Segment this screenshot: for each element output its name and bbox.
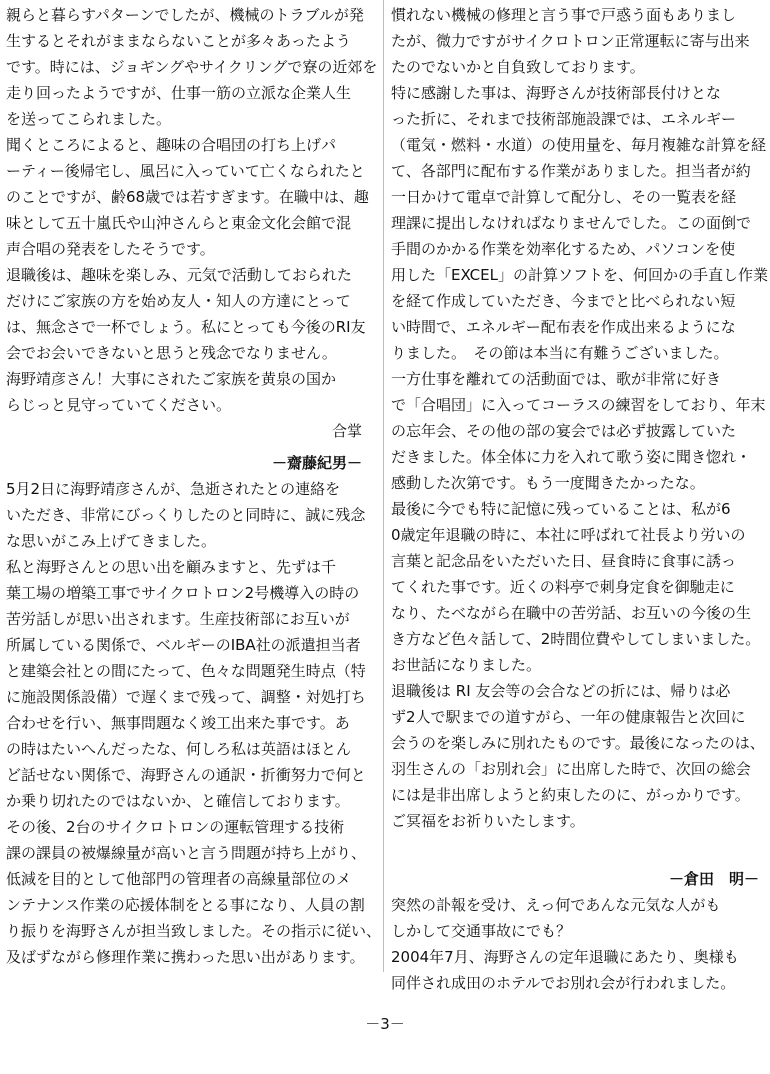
text-line: てくれた事です。近くの料亭で刺身定食を御馳走に xyxy=(391,578,735,596)
text-line: 親らと暮らすパターンでしたが、機械のトラブルが発 xyxy=(6,6,364,24)
text-line: 私と海野さんとの思い出を顧みますと、先ずは千 xyxy=(6,558,337,576)
paragraph xyxy=(6,366,362,418)
text-line: 一日かけて電卓で計算して配分し、その一覧表を経 xyxy=(391,188,737,206)
paragraph xyxy=(391,366,766,496)
text-line: 声合唱の発表をしたそうです。 xyxy=(6,240,215,258)
text-line: いただき、非常にびっくりしたのと同時に、誠に残念 xyxy=(6,506,366,524)
text-line: ーティー後帰宅し、風呂に入っていて亡くなられたと xyxy=(6,162,365,180)
text-line: て、各部門に配布する作業がありました。担当者が約 xyxy=(391,162,751,180)
text-line: 感動した次第です。もう一度聞きたかったな。 xyxy=(391,474,705,492)
paragraph xyxy=(391,808,759,834)
paragraph xyxy=(6,2,378,132)
text-line: り振りを海野さんが担当致しました。その指示に従い、 xyxy=(6,922,382,940)
page-number: －3－ xyxy=(365,1015,405,1033)
text-line: 苦労話しが思い出されます。生産技術部にお互いが xyxy=(6,610,350,628)
text-line: の時はたいへんだったな、何しろ私は英語はほとん xyxy=(6,740,352,758)
text-line: 所属している関係で、ベルギーのIBA社の派遣担当者 xyxy=(6,636,361,654)
text-line: しかして交通事故にでも？ xyxy=(391,922,572,940)
text-line: 退職後は RI 友会等の会合などの折には、帰りは必 xyxy=(391,682,731,700)
text-line: 課の課員の被爆線量が高いと言う問題が持ち上がり、 xyxy=(6,844,367,862)
text-line: 退職後は、趣味を楽しみ、元気で活動しておられた xyxy=(6,266,352,284)
text-line: なり、たべながら在職中の苦労話、お互いの今後の生 xyxy=(391,604,752,622)
text-line: 特に感謝した事は、海野さんが技術部長付けとな xyxy=(391,84,722,102)
text-line: った折に、それまで技術部施設課では、エネルギー xyxy=(391,110,737,128)
right-column xyxy=(391,2,768,996)
text-line: 2004年7月、海野さんの定年退職にあたり、奥様も xyxy=(391,948,739,966)
text-line: には是非出席しようと約束したのに、がっかりです。 xyxy=(391,786,750,804)
text-line: りました。 その節は本当に有難うございました。 xyxy=(391,344,729,362)
text-line: お世話になりました。 xyxy=(391,656,542,674)
text-line: 走り回ったようですが、仕事一筋の立派な企業人生 xyxy=(6,84,352,102)
text-line: い時間で、エネルギー配布表を作成出来るようにな xyxy=(391,318,736,336)
text-line: ご冥福をお祈りいたします。 xyxy=(391,812,585,830)
text-line: 言葉と記念品をいただいた日、昼食時に食事に誘っ xyxy=(391,552,737,570)
text-line: たのでないかと自負致しております。 xyxy=(391,58,645,76)
text-line: 羽生さんの「お別れ会」に出席した時で、次回の総会 xyxy=(391,760,751,778)
text-line: に施設関係設備）で遅くまで残って、調整・対処打ち xyxy=(6,688,366,706)
text-line: 慣れない機械の修理と言う事で戸惑う面もありまし xyxy=(391,6,737,24)
text-line: ど話せない関係で、海野さんの通訳・折衝努力で何と xyxy=(6,766,366,784)
author-name: －齋藤紀男－ xyxy=(271,454,362,472)
column-divider xyxy=(383,0,384,972)
paragraph xyxy=(6,132,369,262)
text-line: その後、2台のサイクロトロンの運転管理する技術 xyxy=(6,818,345,836)
text-line: だきました。体全体に力を入れて歌う姿に聞き惚れ・ xyxy=(391,448,752,466)
text-line: らじっと見守っていてください。 xyxy=(6,396,232,414)
paragraph xyxy=(391,892,759,944)
text-line: と建築会社との間にたって、色々な問題発生時点（特 xyxy=(6,662,366,680)
author-name: －倉田 明－ xyxy=(668,870,759,888)
text-line: 最後に今でも特に記憶に残っていることは、私が6 xyxy=(391,500,731,518)
text-line: を送ってこられました。 xyxy=(6,110,172,128)
text-line: 聞くところによると、趣味の合唱団の打ち上げパ xyxy=(6,136,337,154)
left-column xyxy=(6,2,382,970)
text-line: 5月2日に海野靖彦さんが、急逝されたとの連絡を xyxy=(6,480,341,498)
text-line: 用した「EXCEL」の計算ソフトを、何回かの手直し作業 xyxy=(391,266,768,284)
text-line: 手間のかかる作業を効率化するため、パソコンを使 xyxy=(391,240,736,258)
text-line: を経て作成していただき、今までと比べられない短 xyxy=(391,292,736,310)
paragraph xyxy=(6,554,366,814)
text-line: 海野靖彦さん！大事にされたご家族を黄泉の国か xyxy=(6,370,337,388)
text-line: 一方仕事を離れての活動面では、歌が非常に好き xyxy=(391,370,722,388)
paragraph xyxy=(6,814,382,970)
text-line: は、無念さで一杯でしょう。私にとっても今後のRI友 xyxy=(6,318,366,336)
text-line: 会うのを楽しみに別れたものです。最後になったのは、 xyxy=(391,734,765,752)
text-line: たが、微力ですがサイクロトロン正常運転に寄与出来 xyxy=(391,32,750,50)
text-line: のことですが、齢68歳では若すぎます。在職中は、趣 xyxy=(6,188,369,206)
text-line: 生するとそれがままならないことが多々あったよう xyxy=(6,32,351,50)
paragraph xyxy=(391,80,768,366)
text-line: ンテナンス作業の応援体制をとる事になり、人員の割 xyxy=(6,896,365,914)
paragraph xyxy=(6,476,366,554)
text-line: 及ばずながら修理作業に携わった思い出があります。 xyxy=(6,948,365,966)
paragraph xyxy=(391,944,759,996)
closing-text: 合掌 xyxy=(331,422,362,440)
text-line: です。時には、ジョギングやサイクリングで寮の近郊を xyxy=(6,58,378,76)
text-line: き方など色々話して、2時間位費やしてしまいました。 xyxy=(391,630,761,648)
text-line: 会でお会いできないと思うと残念でなりません。 xyxy=(6,344,337,362)
paragraph xyxy=(391,496,759,678)
text-line: 味として五十嵐氏や山沖さんらと東金文化会館で混 xyxy=(6,214,352,232)
paragraph xyxy=(391,678,765,808)
text-line: 葉工場の増築工事でサイクロトロン2号機導入の時の xyxy=(6,584,360,602)
text-line: の忘年会、その他の部の宴会では必ず披露していた xyxy=(391,422,737,440)
text-line: な思いがこみ上げてきました。 xyxy=(6,532,217,550)
paragraph xyxy=(6,262,366,366)
text-line: か乗り切れたのではないか、と確信しております。 xyxy=(6,792,350,810)
text-line: （電気・燃料・水道）の使用量を、毎月複雑な計算を経 xyxy=(391,136,767,154)
text-line: 同伴され成田のホテルでお別れ会が行われました。 xyxy=(391,974,736,992)
text-line: ず2人で駅までの道すがら、一年の健康報告と次回に xyxy=(391,708,746,726)
text-line: で「合唱団」に入ってコーラスの練習をしており、年末 xyxy=(391,396,766,414)
text-line: 理課に提出しなければなりませんでした。この面倒で xyxy=(391,214,752,232)
text-line: 0歳定年退職の時に、本社に呼ばれて社長より労いの xyxy=(391,526,746,544)
text-line: 低減を目的として他部門の管理者の高線量部位のメ xyxy=(6,870,352,888)
text-line: 合わせを行い、無事問題なく竣工出来た事です。あ xyxy=(6,714,350,732)
text-line: だけにご家族の方を始め友人・知人の方達にとって xyxy=(6,292,351,310)
text-line: 突然の訃報を受け、えっ何であんな元気な人がも xyxy=(391,896,721,914)
paragraph xyxy=(391,2,759,80)
